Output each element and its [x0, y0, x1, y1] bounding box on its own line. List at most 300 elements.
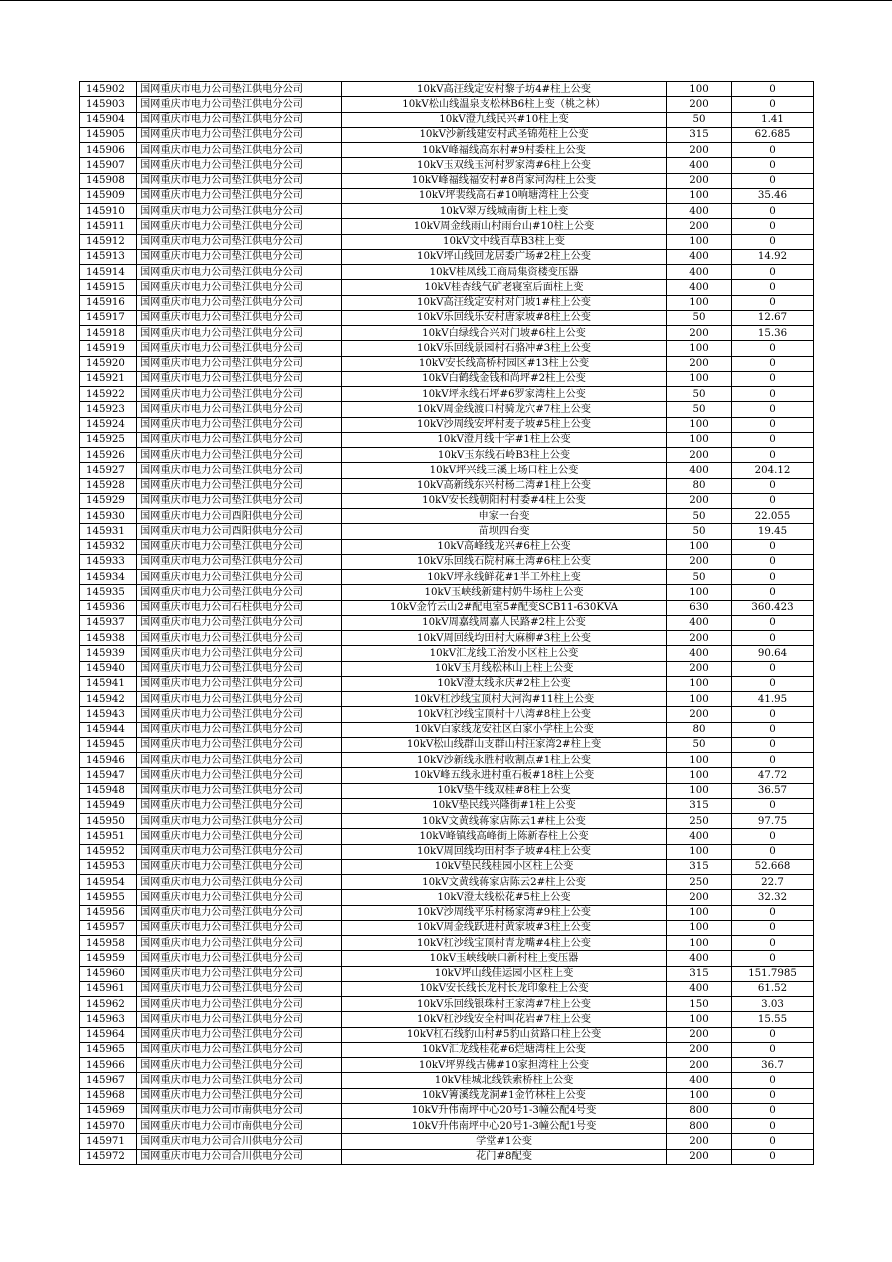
capacity-cell: 250	[667, 875, 732, 890]
company-cell: 国网重庆市电力公司垫江供电分公司	[137, 478, 342, 493]
company-cell: 国网重庆市电力公司垫江供电分公司	[137, 570, 342, 585]
company-cell: 国网重庆市电力公司垫江供电分公司	[137, 326, 342, 341]
transformer-name-cell: 10kV高汪线定安村黎子坊4#柱上公变	[342, 82, 667, 97]
table-row	[80, 737, 814, 752]
transformer-name-cell: 10kV杠沙线宝顶村大河沟#11柱上公变	[342, 692, 667, 707]
table-row	[80, 875, 814, 890]
capacity-cell: 400	[667, 981, 732, 996]
transformer-name-cell: 10kV玉双线玉河村罗家湾#6柱上公变	[342, 158, 667, 173]
capacity-cell: 400	[667, 249, 732, 264]
transformer-name-cell: 10kV沙周线安坪村麦子坡#5柱上公变	[342, 417, 667, 432]
value-cell: 1.41	[732, 112, 814, 127]
company-cell: 国网重庆市电力公司垫江供电分公司	[137, 127, 342, 142]
transformer-table	[79, 81, 814, 1165]
value-cell: 97.75	[732, 814, 814, 829]
capacity-cell: 200	[667, 219, 732, 234]
value-cell: 0	[732, 1134, 814, 1149]
table-row	[80, 417, 814, 432]
company-cell: 国网重庆市电力公司市南供电分公司	[137, 1103, 342, 1118]
table-row	[80, 631, 814, 646]
transformer-name-cell: 10kV桂凤线工商局集资楼变压器	[342, 265, 667, 280]
table-row	[80, 676, 814, 691]
value-cell: 19.45	[732, 524, 814, 539]
capacity-cell: 50	[667, 570, 732, 585]
company-cell: 国网重庆市电力公司垫江供电分公司	[137, 737, 342, 752]
capacity-cell: 100	[667, 753, 732, 768]
table-row	[80, 1058, 814, 1073]
capacity-cell: 200	[667, 326, 732, 341]
company-cell: 国网重庆市电力公司垫江供电分公司	[137, 539, 342, 554]
table-row	[80, 997, 814, 1012]
table-row	[80, 936, 814, 951]
capacity-cell: 200	[667, 173, 732, 188]
company-cell: 国网重庆市电力公司垫江供电分公司	[137, 265, 342, 280]
table-row	[80, 783, 814, 798]
record-id-cell: 145972	[80, 1149, 137, 1164]
table-row	[80, 859, 814, 874]
record-id-cell: 145970	[80, 1119, 137, 1134]
capacity-cell: 315	[667, 798, 732, 813]
capacity-cell: 400	[667, 158, 732, 173]
value-cell: 0	[732, 280, 814, 295]
company-cell: 国网重庆市电力公司市南供电分公司	[137, 1119, 342, 1134]
company-cell: 国网重庆市电力公司垫江供电分公司	[137, 829, 342, 844]
record-id-cell: 145928	[80, 478, 137, 493]
capacity-cell: 50	[667, 509, 732, 524]
transformer-name-cell: 10kV杠沙线宝顶村十八湾#8柱上公变	[342, 707, 667, 722]
value-cell: 0	[732, 737, 814, 752]
value-cell: 0	[732, 676, 814, 691]
capacity-cell: 100	[667, 417, 732, 432]
capacity-cell: 50	[667, 402, 732, 417]
table-row	[80, 981, 814, 996]
value-cell: 0	[732, 219, 814, 234]
table-row	[80, 1149, 814, 1164]
table-row	[80, 82, 814, 97]
transformer-name-cell: 10kV桂杏线气矿老寝室后面柱上变	[342, 280, 667, 295]
table-row	[80, 661, 814, 676]
table-row	[80, 585, 814, 600]
capacity-cell: 200	[667, 448, 732, 463]
transformer-name-cell: 10kV坪永线石坪#6罗家湾柱上公变	[342, 387, 667, 402]
table-row	[80, 814, 814, 829]
record-id-cell: 145971	[80, 1134, 137, 1149]
capacity-cell: 200	[667, 1134, 732, 1149]
table-row	[80, 890, 814, 905]
company-cell: 国网重庆市电力公司垫江供电分公司	[137, 615, 342, 630]
table-row	[80, 432, 814, 447]
company-cell: 国网重庆市电力公司垫江供电分公司	[137, 1073, 342, 1088]
value-cell: 0	[732, 97, 814, 112]
value-cell: 0	[732, 631, 814, 646]
table-row	[80, 1119, 814, 1134]
capacity-cell: 400	[667, 280, 732, 295]
company-cell: 国网重庆市电力公司垫江供电分公司	[137, 814, 342, 829]
capacity-cell: 150	[667, 997, 732, 1012]
transformer-name-cell: 10kV松山线温泉支松林B6柱上变（桃之林）	[342, 97, 667, 112]
table-row	[80, 143, 814, 158]
record-id-cell: 145912	[80, 234, 137, 249]
capacity-cell: 100	[667, 585, 732, 600]
company-cell: 国网重庆市电力公司垫江供电分公司	[137, 722, 342, 737]
record-id-cell: 145940	[80, 661, 137, 676]
capacity-cell: 250	[667, 814, 732, 829]
value-cell: 0	[732, 493, 814, 508]
record-id-cell: 145948	[80, 783, 137, 798]
table-row	[80, 158, 814, 173]
transformer-name-cell: 学堂#1公变	[342, 1134, 667, 1149]
value-cell: 0	[732, 920, 814, 935]
table-row	[80, 371, 814, 386]
transformer-name-cell: 10kV高汪线定安村对门坡1#柱上公变	[342, 295, 667, 310]
company-cell: 国网重庆市电力公司垫江供电分公司	[137, 463, 342, 478]
capacity-cell: 315	[667, 966, 732, 981]
transformer-name-cell: 申家一台变	[342, 509, 667, 524]
capacity-cell: 200	[667, 1149, 732, 1164]
company-cell: 国网重庆市电力公司垫江供电分公司	[137, 753, 342, 768]
value-cell: 22.7	[732, 875, 814, 890]
transformer-name-cell: 10kV坪山线佳运园小区柱上变	[342, 966, 667, 981]
table-row	[80, 646, 814, 661]
table-row	[80, 829, 814, 844]
table-row	[80, 1027, 814, 1042]
value-cell: 0	[732, 585, 814, 600]
value-cell: 0	[732, 158, 814, 173]
record-id-cell: 145941	[80, 676, 137, 691]
transformer-name-cell: 10kV高峰线龙兴#6柱上公变	[342, 539, 667, 554]
capacity-cell: 400	[667, 204, 732, 219]
transformer-name-cell: 10kV乐回线石院村麻土湾#6柱上公变	[342, 554, 667, 569]
capacity-cell: 200	[667, 1027, 732, 1042]
company-cell: 国网重庆市电力公司垫江供电分公司	[137, 173, 342, 188]
record-id-cell: 145930	[80, 509, 137, 524]
company-cell: 国网重庆市电力公司垫江供电分公司	[137, 966, 342, 981]
transformer-name-cell: 10kV玉峡线峡口新村柱上变压器	[342, 951, 667, 966]
transformer-name-cell: 10kV白绿线合兴对门坡#6柱上公变	[342, 326, 667, 341]
table-row	[80, 97, 814, 112]
table-row	[80, 524, 814, 539]
transformer-name-cell: 10kV周金线渡口村骑龙穴#7柱上公变	[342, 402, 667, 417]
company-cell: 国网重庆市电力公司垫江供电分公司	[137, 585, 342, 600]
record-id-cell: 145919	[80, 341, 137, 356]
capacity-cell: 200	[667, 97, 732, 112]
company-cell: 国网重庆市电力公司酉阳供电分公司	[137, 509, 342, 524]
record-id-cell: 145950	[80, 814, 137, 829]
transformer-name-cell: 10kV松山线群山支群山村汪家湾2#柱上变	[342, 737, 667, 752]
company-cell: 国网重庆市电力公司垫江供电分公司	[137, 112, 342, 127]
transformer-name-cell: 10kV杠沙线安全村叫花岩#7柱上公变	[342, 1012, 667, 1027]
transformer-name-cell: 花门#8配变	[342, 1149, 667, 1164]
record-id-cell: 145958	[80, 936, 137, 951]
value-cell: 0	[732, 1027, 814, 1042]
value-cell: 0	[732, 554, 814, 569]
transformer-name-cell: 10kV文黄线蒋家店陈云2#柱上公变	[342, 875, 667, 890]
table-row	[80, 402, 814, 417]
value-cell: 3.03	[732, 997, 814, 1012]
company-cell: 国网重庆市电力公司垫江供电分公司	[137, 997, 342, 1012]
company-cell: 国网重庆市电力公司垫江供电分公司	[137, 631, 342, 646]
record-id-cell: 145914	[80, 265, 137, 280]
capacity-cell: 100	[667, 1012, 732, 1027]
value-cell: 0	[732, 173, 814, 188]
transformer-name-cell: 10kV玉东线石岭B3柱上公变	[342, 448, 667, 463]
table-row	[80, 615, 814, 630]
transformer-name-cell: 10kV峰福线高东村#9村委柱上公变	[342, 143, 667, 158]
record-id-cell: 145936	[80, 600, 137, 615]
capacity-cell: 200	[667, 707, 732, 722]
capacity-cell: 400	[667, 829, 732, 844]
table-row	[80, 326, 814, 341]
table-row	[80, 951, 814, 966]
capacity-cell: 315	[667, 127, 732, 142]
company-cell: 国网重庆市电力公司垫江供电分公司	[137, 234, 342, 249]
value-cell: 0	[732, 707, 814, 722]
capacity-cell: 200	[667, 661, 732, 676]
transformer-name-cell: 10kV汇龙线工治发小区柱上公变	[342, 646, 667, 661]
company-cell: 国网重庆市电力公司垫江供电分公司	[137, 371, 342, 386]
company-cell: 国网重庆市电力公司垫江供电分公司	[137, 1027, 342, 1042]
value-cell: 0	[732, 844, 814, 859]
value-cell: 0	[732, 1103, 814, 1118]
table-row	[80, 554, 814, 569]
transformer-name-cell: 10kV乐回线乐安村唐家坡#8柱上公变	[342, 310, 667, 325]
table-row	[80, 722, 814, 737]
table-row	[80, 188, 814, 203]
transformer-name-cell: 苗坝四台变	[342, 524, 667, 539]
value-cell: 0	[732, 265, 814, 280]
record-id-cell: 145944	[80, 722, 137, 737]
value-cell: 14.92	[732, 249, 814, 264]
record-id-cell: 145922	[80, 387, 137, 402]
company-cell: 国网重庆市电力公司合川供电分公司	[137, 1149, 342, 1164]
table-row	[80, 768, 814, 783]
company-cell: 国网重庆市电力公司垫江供电分公司	[137, 417, 342, 432]
transformer-name-cell: 10kV高新线东兴村杨二湾#1柱上公变	[342, 478, 667, 493]
record-id-cell: 145927	[80, 463, 137, 478]
record-id-cell: 145906	[80, 143, 137, 158]
transformer-name-cell: 10kV桂城北线铁索桥柱上公变	[342, 1073, 667, 1088]
capacity-cell: 50	[667, 387, 732, 402]
table-row	[80, 692, 814, 707]
value-cell: 47.72	[732, 768, 814, 783]
transformer-name-cell: 10kV杠沙线宝顶村青龙嘴#4柱上公变	[342, 936, 667, 951]
capacity-cell: 100	[667, 371, 732, 386]
value-cell: 0	[732, 1149, 814, 1164]
record-id-cell: 145952	[80, 844, 137, 859]
table-row	[80, 539, 814, 554]
transformer-name-cell: 10kV沙新线建安村武圣锦苑柱上公变	[342, 127, 667, 142]
transformer-name-cell: 10kV沙周线平乐村杨家湾#9柱上公变	[342, 905, 667, 920]
transformer-name-cell: 10kV金竹云山2#配电室5#配变SCB11-630KVA	[342, 600, 667, 615]
table-row	[80, 295, 814, 310]
table-row	[80, 219, 814, 234]
capacity-cell: 100	[667, 783, 732, 798]
value-cell: 0	[732, 234, 814, 249]
capacity-cell: 100	[667, 341, 732, 356]
table-row	[80, 204, 814, 219]
capacity-cell: 200	[667, 631, 732, 646]
company-cell: 国网重庆市电力公司垫江供电分公司	[137, 798, 342, 813]
table-row	[80, 1088, 814, 1103]
value-cell: 36.7	[732, 1058, 814, 1073]
transformer-name-cell: 10kV垫民线桂园小区柱上公变	[342, 859, 667, 874]
record-id-cell: 145962	[80, 997, 137, 1012]
company-cell: 国网重庆市电力公司垫江供电分公司	[137, 676, 342, 691]
company-cell: 国网重庆市电力公司垫江供电分公司	[137, 387, 342, 402]
capacity-cell: 400	[667, 265, 732, 280]
table-row	[80, 493, 814, 508]
company-cell: 国网重庆市电力公司垫江供电分公司	[137, 493, 342, 508]
capacity-cell: 200	[667, 356, 732, 371]
value-cell: 12.67	[732, 310, 814, 325]
company-cell: 国网重庆市电力公司垫江供电分公司	[137, 280, 342, 295]
record-id-cell: 145916	[80, 295, 137, 310]
company-cell: 国网重庆市电力公司垫江供电分公司	[137, 859, 342, 874]
capacity-cell: 100	[667, 295, 732, 310]
record-id-cell: 145939	[80, 646, 137, 661]
value-cell: 0	[732, 1119, 814, 1134]
company-cell: 国网重庆市电力公司垫江供电分公司	[137, 249, 342, 264]
capacity-cell: 100	[667, 1088, 732, 1103]
record-id-cell: 145920	[80, 356, 137, 371]
transformer-name-cell: 10kV玉月线松林山上柱上公变	[342, 661, 667, 676]
record-id-cell: 145959	[80, 951, 137, 966]
record-id-cell: 145953	[80, 859, 137, 874]
record-id-cell: 145923	[80, 402, 137, 417]
value-cell: 0	[732, 387, 814, 402]
capacity-cell: 50	[667, 737, 732, 752]
company-cell: 国网重庆市电力公司酉阳供电分公司	[137, 524, 342, 539]
table-row	[80, 600, 814, 615]
table-row	[80, 387, 814, 402]
record-id-cell: 145918	[80, 326, 137, 341]
value-cell: 22.055	[732, 509, 814, 524]
value-cell: 0	[732, 1042, 814, 1057]
capacity-cell: 100	[667, 234, 732, 249]
table-row	[80, 448, 814, 463]
capacity-cell: 100	[667, 692, 732, 707]
capacity-cell: 200	[667, 1058, 732, 1073]
record-id-cell: 145934	[80, 570, 137, 585]
capacity-cell: 100	[667, 844, 732, 859]
record-id-cell: 145903	[80, 97, 137, 112]
record-id-cell: 145931	[80, 524, 137, 539]
transformer-name-cell: 10kV沙新线永胜村收割点#1柱上公变	[342, 753, 667, 768]
table-row	[80, 1042, 814, 1057]
capacity-cell: 200	[667, 890, 732, 905]
transformer-name-cell: 10kV文中线百草B3柱上变	[342, 234, 667, 249]
table-row	[80, 356, 814, 371]
transformer-name-cell: 10kV安长线朝阳村村委#4柱上公变	[342, 493, 667, 508]
record-id-cell: 145921	[80, 371, 137, 386]
record-id-cell: 145965	[80, 1042, 137, 1057]
company-cell: 国网重庆市电力公司垫江供电分公司	[137, 981, 342, 996]
company-cell: 国网重庆市电力公司垫江供电分公司	[137, 188, 342, 203]
capacity-cell: 200	[667, 554, 732, 569]
capacity-cell: 800	[667, 1103, 732, 1118]
value-cell: 35.46	[732, 188, 814, 203]
record-id-cell: 145960	[80, 966, 137, 981]
company-cell: 国网重庆市电力公司垫江供电分公司	[137, 432, 342, 447]
capacity-cell: 400	[667, 951, 732, 966]
transformer-name-cell: 10kV周嘉线周嘉人民路#2柱上公变	[342, 615, 667, 630]
transformer-name-cell: 10kV安长线长龙村长龙印象柱上公变	[342, 981, 667, 996]
transformer-name-cell: 10kV乐回线银珠村王家湾#7柱上公变	[342, 997, 667, 1012]
transformer-name-cell: 10kV玉峡线新建村奶牛场柱上公变	[342, 585, 667, 600]
record-id-cell: 145947	[80, 768, 137, 783]
transformer-name-cell: 10kV升伟南坪中心20号1-3幢公配1号变	[342, 1119, 667, 1134]
company-cell: 国网重庆市电力公司垫江供电分公司	[137, 844, 342, 859]
transformer-name-cell: 10kV垫民线兴隆街#1柱上公变	[342, 798, 667, 813]
value-cell: 0	[732, 478, 814, 493]
value-cell: 52.668	[732, 859, 814, 874]
transformer-name-cell: 10kV翠万线城南街上柱上变	[342, 204, 667, 219]
table-row	[80, 570, 814, 585]
record-id-cell: 145955	[80, 890, 137, 905]
table-body	[80, 82, 814, 1165]
value-cell: 0	[732, 341, 814, 356]
transformer-name-cell: 10kV峰五线永进村重石板#18柱上公变	[342, 768, 667, 783]
transformer-name-cell: 10kV乐回线景园村石骆冲#3柱上公变	[342, 341, 667, 356]
record-id-cell: 145969	[80, 1103, 137, 1118]
value-cell: 0	[732, 417, 814, 432]
capacity-cell: 80	[667, 722, 732, 737]
record-id-cell: 145963	[80, 1012, 137, 1027]
value-cell: 0	[732, 448, 814, 463]
table-row	[80, 509, 814, 524]
capacity-cell: 100	[667, 905, 732, 920]
capacity-cell: 200	[667, 143, 732, 158]
company-cell: 国网重庆市电力公司垫江供电分公司	[137, 905, 342, 920]
table-row	[80, 112, 814, 127]
transformer-name-cell: 10kV白家线龙安社区白家小学柱上公变	[342, 722, 667, 737]
table-row	[80, 478, 814, 493]
company-cell: 国网重庆市电力公司垫江供电分公司	[137, 143, 342, 158]
value-cell: 0	[732, 82, 814, 97]
record-id-cell: 145926	[80, 448, 137, 463]
value-cell: 0	[732, 798, 814, 813]
company-cell: 国网重庆市电力公司垫江供电分公司	[137, 692, 342, 707]
record-id-cell: 145915	[80, 280, 137, 295]
record-id-cell: 145932	[80, 539, 137, 554]
record-id-cell: 145902	[80, 82, 137, 97]
record-id-cell: 145929	[80, 493, 137, 508]
company-cell: 国网重庆市电力公司垫江供电分公司	[137, 204, 342, 219]
value-cell: 0	[732, 539, 814, 554]
capacity-cell: 630	[667, 600, 732, 615]
company-cell: 国网重庆市电力公司垫江供电分公司	[137, 890, 342, 905]
value-cell: 0	[732, 661, 814, 676]
record-id-cell: 145937	[80, 615, 137, 630]
capacity-cell: 400	[667, 646, 732, 661]
capacity-cell: 100	[667, 936, 732, 951]
value-cell: 41.95	[732, 692, 814, 707]
table-row	[80, 753, 814, 768]
capacity-cell: 200	[667, 1042, 732, 1057]
table-row	[80, 280, 814, 295]
transformer-name-cell: 10kV澄太线永庆#2柱上公变	[342, 676, 667, 691]
company-cell: 国网重庆市电力公司垫江供电分公司	[137, 768, 342, 783]
company-cell: 国网重庆市电力公司垫江供电分公司	[137, 97, 342, 112]
transformer-name-cell: 10kV汇龙线桂花#6烂塘湾柱上公变	[342, 1042, 667, 1057]
company-cell: 国网重庆市电力公司垫江供电分公司	[137, 448, 342, 463]
company-cell: 国网重庆市电力公司垫江供电分公司	[137, 1012, 342, 1027]
table-row	[80, 920, 814, 935]
capacity-cell: 400	[667, 1073, 732, 1088]
value-cell: 0	[732, 402, 814, 417]
value-cell: 0	[732, 905, 814, 920]
value-cell: 0	[732, 204, 814, 219]
